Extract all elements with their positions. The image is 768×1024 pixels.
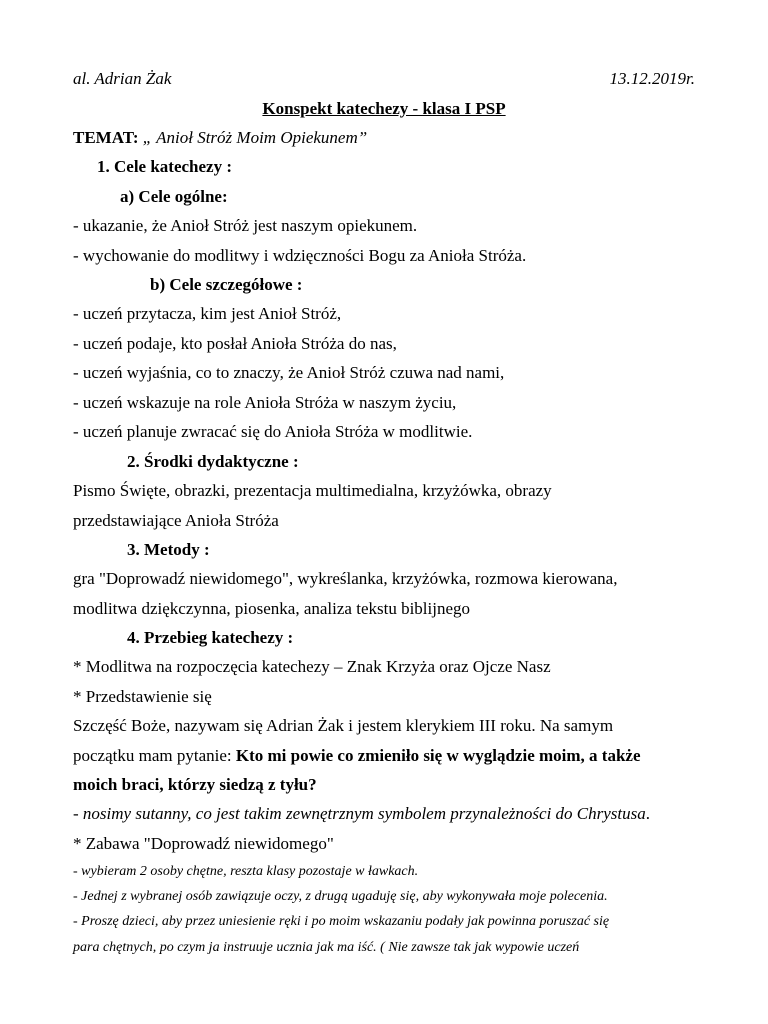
prayer-line: * Modlitwa na rozpoczęcia katechezy – Znak Krzyża oraz Ojcze Nasz (73, 657, 551, 676)
section-1-heading: 1. Cele katechezy : (97, 157, 233, 176)
detailed-goal-item: - uczeń wskazuje na role Anioła Stróża w naszym życiu, (73, 393, 457, 412)
introduction-question-line (73, 746, 695, 766)
answer-line (73, 804, 695, 824)
general-goal-item: - ukazanie, że Anioł Stróż jest naszym opiekunem. (73, 216, 418, 235)
general-goal-item: - wychowanie do modlitwy i wdzięczności Bogu za Anioła Stróża. (73, 246, 527, 265)
topic-value: „ Anioł Stróż Moim Opiekunem” (142, 128, 368, 147)
detailed-goals-heading: b) Cele szczegółowe : (150, 275, 303, 294)
header-row (73, 69, 695, 89)
detailed-goal-item: - uczeń wyjaśnia, co to znaczy, że Anioł Stróż czuwa nad nami, (73, 363, 505, 382)
introduction-line: Szczęść Boże, nazywam się Adrian Żak i jestem klerykiem III roku. Na samym (73, 716, 614, 735)
game-step: - wybieram 2 osoby chętne, reszta klasy pozostaje w ławkach. (73, 864, 419, 879)
materials-line: przedstawiające Anioła Stróża (73, 511, 279, 530)
game-heading: * Zabawa "Doprowadź niewidomego" (73, 834, 334, 853)
topic-label: TEMAT: (73, 128, 139, 147)
game-step: - Jednej z wybranej osób zawiązuje oczy, z drugą ugaduję się, aby wykonywała moje polecenia. (73, 889, 608, 904)
introduction-question-prefix: początku mam pytanie: (73, 746, 236, 765)
methods-line: modlitwa dziękczynna, piosenka, analiza tekstu biblijnego (73, 599, 471, 618)
answer-period: . (645, 804, 651, 823)
detailed-goal-item: - uczeń planuje zwracać się do Anioła Stróża w modlitwie. (73, 422, 473, 441)
materials-line: Pismo Święte, obrazki, prezentacja multimedialna, krzyżówka, obrazy (73, 481, 552, 500)
game-step: - Proszę dzieci, aby przez uniesienie ręki i po moim wskazaniu podały jak powinna poruszać się (73, 914, 610, 929)
introduction-heading: * Przedstawienie się (73, 687, 212, 706)
answer-dash: - (73, 804, 83, 823)
topic-line (73, 128, 695, 148)
methods-line: gra "Doprowadź niewidomego", wykreślanka, krzyżówka, rozmowa kierowana, (73, 569, 618, 588)
introduction-question-continued: moich braci, którzy siedzą z tyłu? (73, 775, 317, 794)
detailed-goal-item: - uczeń przytacza, kim jest Anioł Stróż, (73, 304, 342, 323)
document-title: Konspekt katechezy - klasa I PSP (262, 99, 506, 118)
section-3-heading: 3. Metody : (127, 540, 210, 559)
section-4-heading: 4. Przebieg katechezy : (127, 628, 294, 647)
game-step: para chętnych, po czym ja instruuje ucznia jak ma iść. ( Nie zawsze tak jak wypowie uczeń (73, 940, 580, 955)
section-2-heading: 2. Środki dydaktyczne : (127, 452, 299, 471)
detailed-goal-item: - uczeń podaje, kto posłał Anioła Stróża do nas, (73, 334, 397, 353)
author-name: al. Adrian Żak (73, 69, 172, 88)
answer-text: nosimy sutanny, co jest takim zewnętrznym symbolem przynależności do Chrystusa (82, 804, 646, 823)
document-date: 13.12.2019r. (609, 69, 695, 88)
general-goals-heading: a) Cele ogólne: (120, 187, 228, 206)
introduction-question: Kto mi powie co zmieniło się w wyglądzie moim, a także (235, 746, 641, 765)
